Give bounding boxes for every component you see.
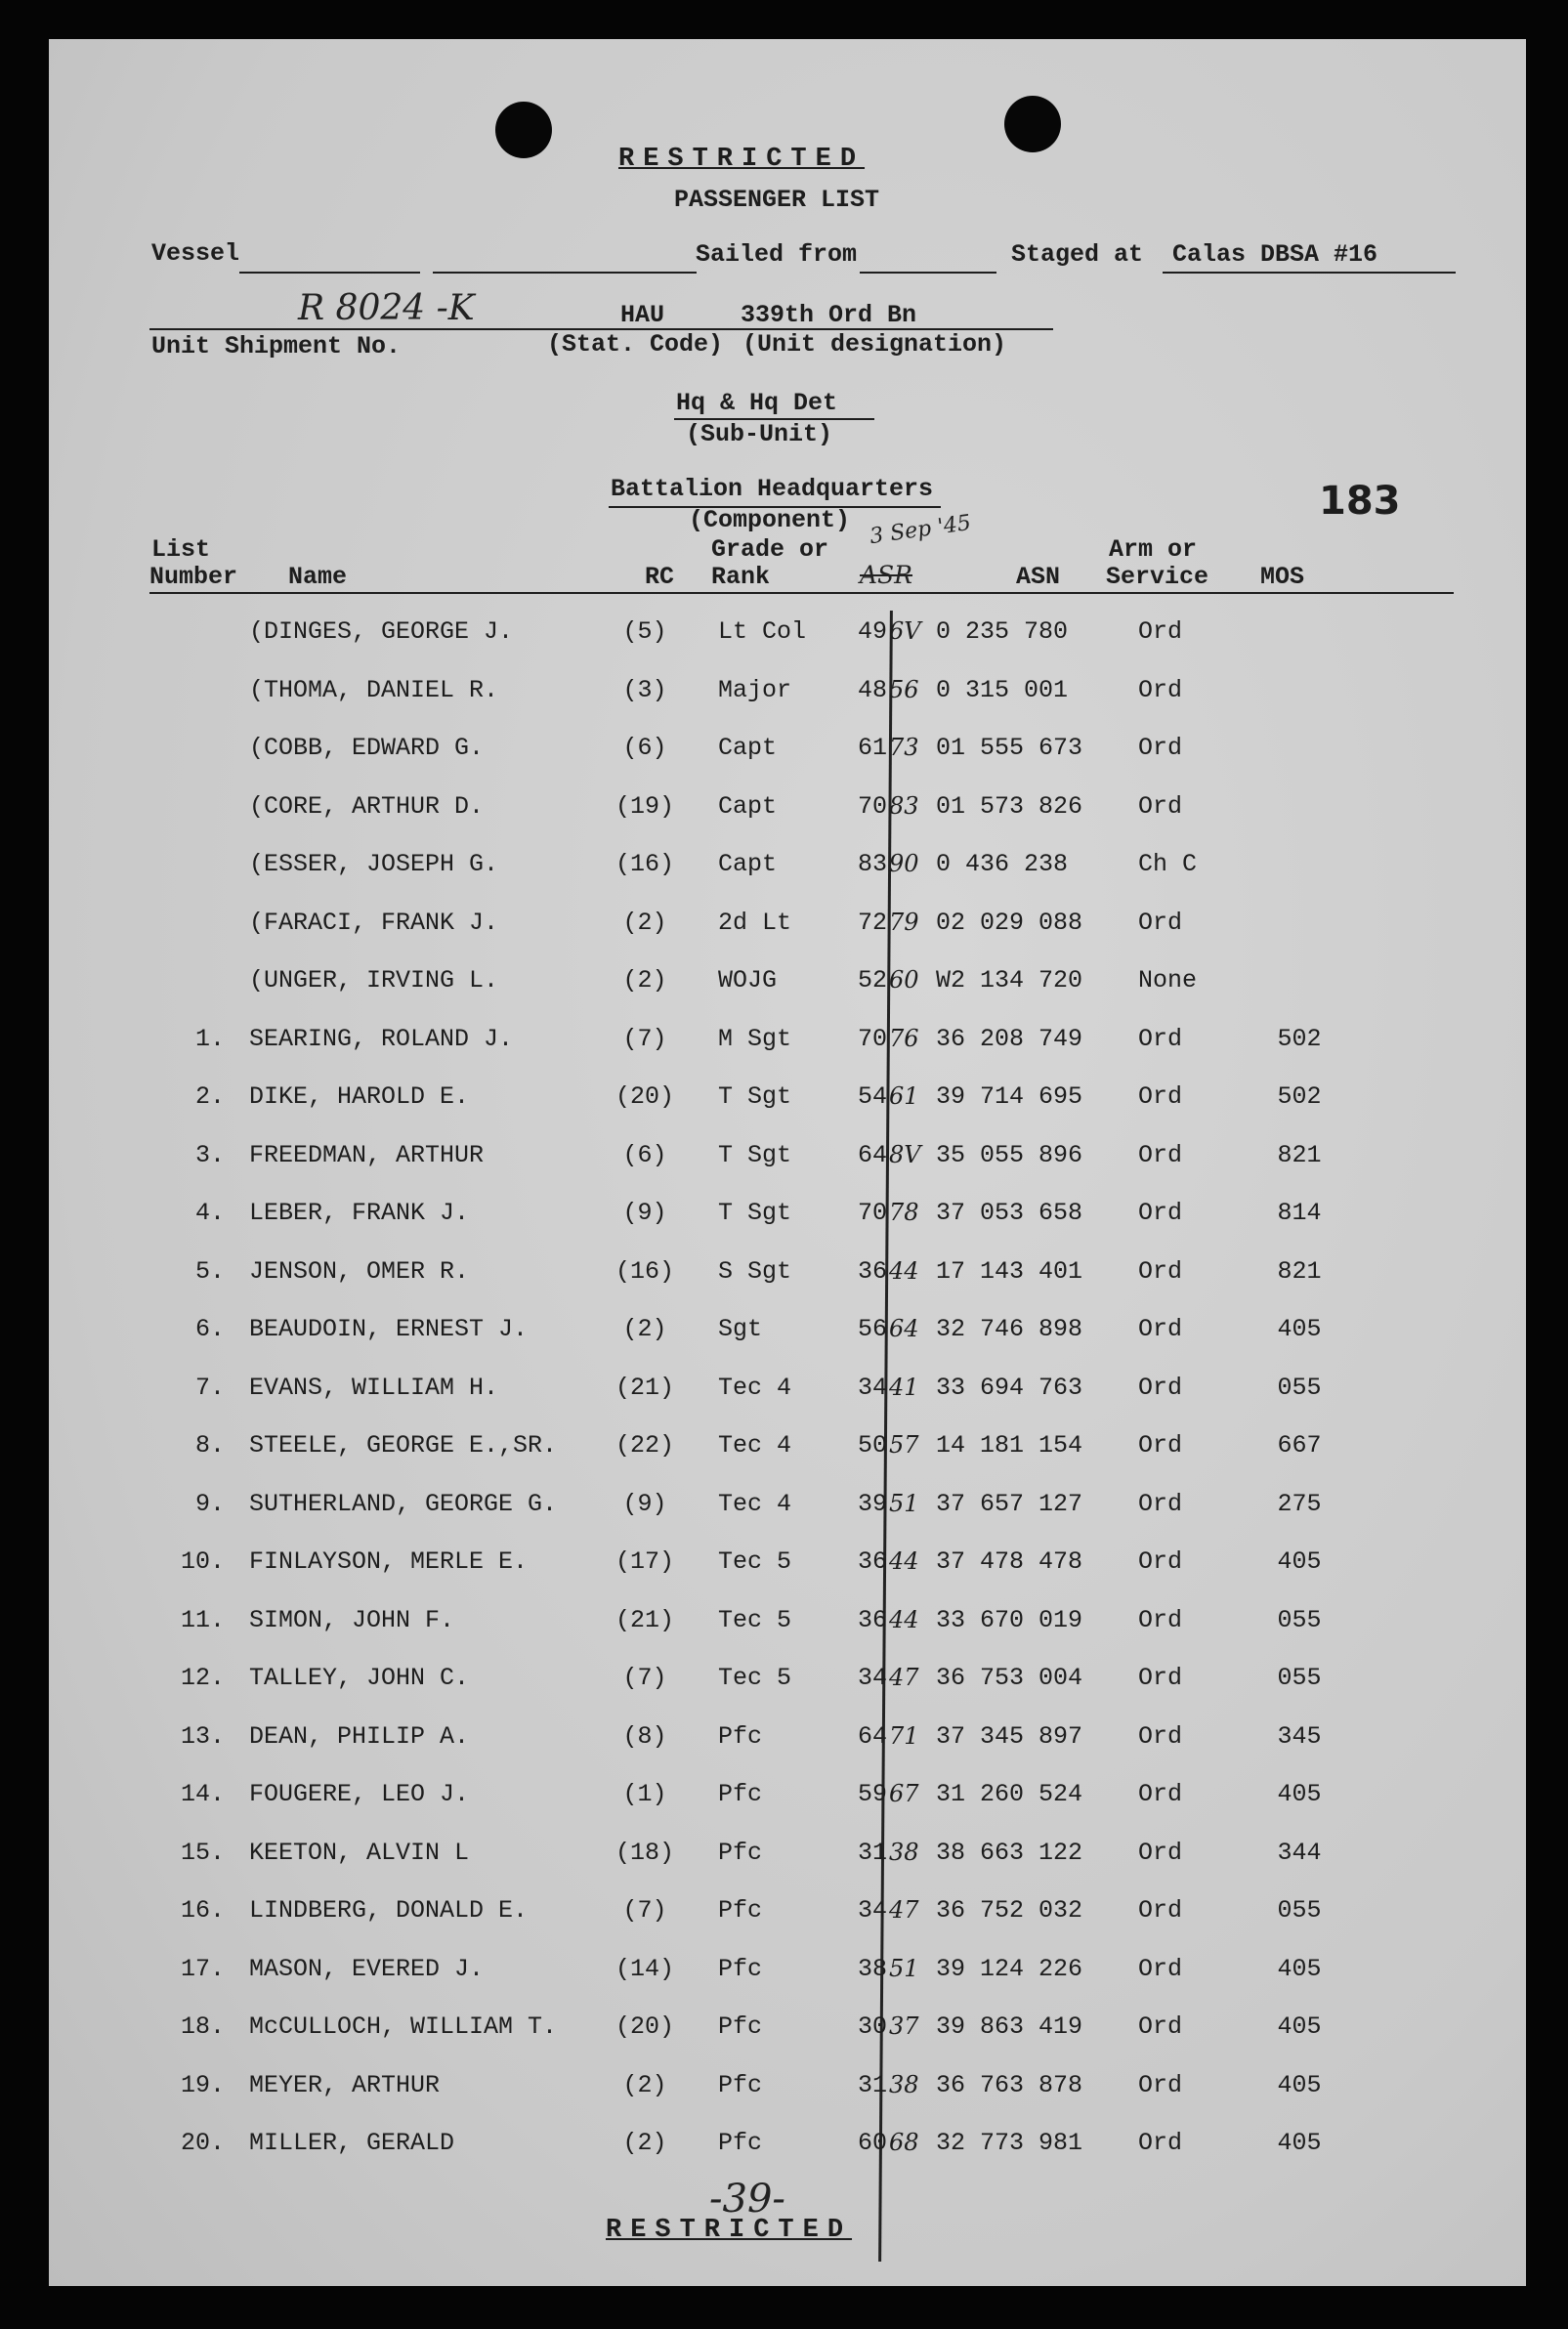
row-name: MASON, EVERED J. bbox=[249, 1954, 485, 1983]
row-asr: 51 bbox=[889, 1489, 919, 1517]
row-name: LINDBERG, DONALD E. bbox=[249, 1896, 529, 1925]
row-arm: Ord bbox=[1138, 2070, 1183, 2099]
row-list-number: 9. bbox=[194, 1489, 225, 1518]
row-grade: Capt bbox=[718, 734, 778, 762]
row-asr: 44 bbox=[889, 1256, 919, 1285]
col-rc: RC bbox=[645, 563, 675, 591]
row-asr: 47 bbox=[889, 1896, 919, 1924]
row-asr: 73 bbox=[889, 734, 919, 761]
row-arm: Ord bbox=[1138, 1896, 1183, 1925]
row-list-number: 3. bbox=[194, 1140, 225, 1169]
row-arm: Ord bbox=[1138, 1780, 1183, 1808]
table-row bbox=[49, 1896, 1526, 1935]
table-row bbox=[49, 1955, 1526, 1994]
row-asn: 01 573 826 bbox=[936, 791, 1083, 821]
row-asn: 37 478 478 bbox=[936, 1547, 1083, 1576]
row-rc: (2) bbox=[622, 966, 667, 995]
document-title: PASSENGER LIST bbox=[674, 186, 880, 214]
row-asn: 33 670 019 bbox=[936, 1605, 1083, 1634]
row-rc: (17) bbox=[614, 1547, 674, 1576]
row-asr: 90 bbox=[889, 850, 919, 877]
row-name: BEAUDOIN, ERNEST J. bbox=[249, 1315, 529, 1343]
row-mos: 405 bbox=[1277, 2070, 1322, 2099]
column-header-underline bbox=[149, 592, 1454, 594]
row-age: 30 bbox=[858, 2012, 888, 2041]
row-arm: Ord bbox=[1138, 2012, 1183, 2041]
row-list-number: 4. bbox=[194, 1199, 225, 1227]
component-value: Battalion Headquarters bbox=[611, 475, 934, 503]
row-rc: (22) bbox=[614, 1431, 674, 1460]
row-arm: Ord bbox=[1138, 734, 1183, 762]
row-age: 31 bbox=[858, 1838, 888, 1867]
row-list-number: 20. bbox=[180, 2129, 225, 2157]
row-grade: Tec 5 bbox=[718, 1547, 792, 1576]
row-name: (DINGES, GEORGE J. bbox=[249, 617, 514, 646]
row-rc: (6) bbox=[622, 1140, 667, 1169]
row-grade: T Sgt bbox=[718, 1082, 792, 1111]
row-mos: 502 bbox=[1277, 1082, 1322, 1111]
row-name: McCULLOCH, WILLIAM T. bbox=[249, 2012, 558, 2041]
row-asn: 17 143 401 bbox=[936, 1256, 1083, 1286]
row-asn: W2 134 720 bbox=[936, 966, 1083, 995]
row-mos: 405 bbox=[1277, 1547, 1322, 1576]
row-age: 70 bbox=[858, 1199, 888, 1227]
row-arm: Ord bbox=[1138, 617, 1183, 646]
row-rc: (14) bbox=[614, 1954, 674, 1983]
row-mos: 814 bbox=[1277, 1199, 1322, 1227]
row-arm: Ord bbox=[1138, 675, 1183, 704]
row-rc: (6) bbox=[622, 734, 667, 762]
row-asn: 32 773 981 bbox=[936, 2129, 1083, 2157]
row-asr: 71 bbox=[889, 1721, 919, 1750]
row-grade: Pfc bbox=[718, 1838, 763, 1867]
row-asr: 61 bbox=[889, 1082, 919, 1110]
row-asr: 44 bbox=[889, 1605, 919, 1633]
row-grade: Pfc bbox=[718, 1954, 763, 1983]
table-row bbox=[49, 1431, 1526, 1470]
row-name: (FARACI, FRANK J. bbox=[249, 908, 499, 937]
row-name: DIKE, HAROLD E. bbox=[249, 1082, 470, 1111]
row-rc: (21) bbox=[614, 1605, 674, 1634]
row-name: FREEDMAN, ARTHUR bbox=[249, 1140, 485, 1169]
row-asn: 01 555 673 bbox=[936, 734, 1083, 762]
row-rc: (2) bbox=[622, 908, 667, 937]
row-asr: 51 bbox=[889, 1954, 919, 1982]
row-age: 64 bbox=[858, 1721, 888, 1751]
unit-designation-label: (Unit designation) bbox=[742, 330, 1007, 359]
row-asn: 0 315 001 bbox=[936, 675, 1069, 704]
vessel-blank-2 bbox=[433, 272, 697, 274]
table-row bbox=[49, 2071, 1526, 2110]
row-grade: Capt bbox=[718, 791, 778, 821]
row-rc: (3) bbox=[622, 675, 667, 704]
col-asn: ASN bbox=[1016, 563, 1061, 591]
table-row bbox=[49, 1664, 1526, 1703]
row-grade: Lt Col bbox=[718, 617, 807, 646]
row-age: 50 bbox=[858, 1431, 888, 1460]
row-age: 64 bbox=[858, 1140, 888, 1169]
row-arm: Ord bbox=[1138, 1431, 1183, 1460]
row-asn: 36 752 032 bbox=[936, 1896, 1083, 1925]
row-list-number: 19. bbox=[180, 2070, 225, 2099]
row-age: 48 bbox=[858, 675, 888, 704]
row-name: MILLER, GERALD bbox=[249, 2129, 455, 2157]
row-name: DEAN, PHILIP A. bbox=[249, 1721, 470, 1751]
row-asn: 39 714 695 bbox=[936, 1082, 1083, 1111]
row-rc: (9) bbox=[622, 1199, 667, 1227]
unit-designation-value: 339th Ord Bn bbox=[741, 301, 917, 329]
row-mos: 821 bbox=[1277, 1256, 1322, 1286]
row-name: (ESSER, JOSEPH G. bbox=[249, 850, 499, 878]
row-grade: WOJG bbox=[718, 966, 778, 995]
row-asn: 0 436 238 bbox=[936, 850, 1069, 878]
row-asn: 0 235 780 bbox=[936, 617, 1069, 646]
row-age: 72 bbox=[858, 908, 888, 937]
row-name: SUTHERLAND, GEORGE G. bbox=[249, 1489, 558, 1518]
row-asr: 67 bbox=[889, 1780, 919, 1807]
row-asn: 39 863 419 bbox=[936, 2012, 1083, 2041]
row-list-number: 10. bbox=[180, 1547, 225, 1576]
row-grade: Pfc bbox=[718, 1896, 763, 1925]
row-arm: Ord bbox=[1138, 1373, 1183, 1402]
row-asn: 37 657 127 bbox=[936, 1489, 1083, 1518]
col-grade-line1: Grade or bbox=[711, 535, 829, 564]
row-grade: Tec 4 bbox=[718, 1489, 792, 1518]
row-asn: 14 181 154 bbox=[936, 1431, 1083, 1460]
sailed-from-label: Sailed from bbox=[696, 240, 858, 269]
row-age: 31 bbox=[858, 2070, 888, 2099]
row-grade: Pfc bbox=[718, 1721, 763, 1751]
row-arm: Ord bbox=[1138, 1605, 1183, 1634]
row-grade: T Sgt bbox=[718, 1199, 792, 1227]
row-grade: Major bbox=[718, 675, 792, 704]
row-age: 49 bbox=[858, 617, 888, 646]
row-rc: (7) bbox=[622, 1896, 667, 1925]
punch-hole-right bbox=[1004, 96, 1061, 152]
row-age: 36 bbox=[858, 1547, 888, 1576]
table-row bbox=[49, 734, 1526, 773]
sub-unit-value: Hq & Hq Det bbox=[676, 389, 838, 417]
row-arm: Ord bbox=[1138, 1024, 1183, 1053]
row-mos: 405 bbox=[1277, 2129, 1322, 2157]
stat-code-label: (Stat. Code) bbox=[547, 330, 724, 359]
row-grade: S Sgt bbox=[718, 1256, 792, 1286]
row-asr: 60 bbox=[889, 966, 919, 994]
staged-at-underline bbox=[1163, 272, 1456, 274]
row-asr: 38 bbox=[889, 1838, 919, 1866]
row-name: (THOMA, DANIEL R. bbox=[249, 675, 499, 704]
row-name: MEYER, ARTHUR bbox=[249, 2070, 441, 2099]
row-asn: 32 746 898 bbox=[936, 1315, 1083, 1343]
row-name: FINLAYSON, MERLE E. bbox=[249, 1547, 529, 1576]
table-row bbox=[49, 966, 1526, 1005]
row-arm: Ord bbox=[1138, 1664, 1183, 1692]
table-row bbox=[49, 1547, 1526, 1587]
col-asr: ASR bbox=[860, 561, 913, 589]
row-rc: (16) bbox=[614, 1256, 674, 1286]
row-grade: Pfc bbox=[718, 2070, 763, 2099]
row-age: 60 bbox=[858, 2129, 888, 2157]
row-name: TALLEY, JOHN C. bbox=[249, 1664, 470, 1692]
row-arm: None bbox=[1138, 966, 1198, 995]
staged-at-label: Staged at bbox=[1011, 240, 1144, 269]
row-age: 56 bbox=[858, 1315, 888, 1343]
staged-at-value: Calas DBSA #16 bbox=[1172, 240, 1378, 269]
page-number: -39- bbox=[709, 2177, 785, 2222]
row-asn: 35 055 896 bbox=[936, 1140, 1083, 1169]
row-list-number: 12. bbox=[180, 1664, 225, 1692]
row-asn: 36 763 878 bbox=[936, 2070, 1083, 2099]
stat-code-value: HAU bbox=[620, 301, 665, 329]
row-asn: 33 694 763 bbox=[936, 1373, 1083, 1402]
col-grade-line2: Rank bbox=[711, 563, 771, 591]
row-age: 36 bbox=[858, 1256, 888, 1286]
col-arm-line1: Arm or bbox=[1109, 535, 1198, 564]
row-name: STEELE, GEORGE E.,SR. bbox=[249, 1431, 558, 1460]
table-row bbox=[49, 1839, 1526, 1878]
row-age: 34 bbox=[858, 1664, 888, 1692]
row-age: 38 bbox=[858, 1954, 888, 1983]
row-asn: 36 753 004 bbox=[936, 1664, 1083, 1692]
row-rc: (2) bbox=[622, 2129, 667, 2157]
table-row bbox=[49, 1722, 1526, 1761]
row-rc: (21) bbox=[614, 1373, 674, 1402]
unit-shipment-value: R 8024 -K bbox=[298, 288, 475, 328]
row-asr: 83 bbox=[889, 791, 919, 820]
row-rc: (7) bbox=[622, 1664, 667, 1692]
row-rc: (16) bbox=[614, 850, 674, 878]
row-asr: 57 bbox=[889, 1431, 919, 1459]
row-asr: 47 bbox=[889, 1664, 919, 1691]
row-arm: Ord bbox=[1138, 1199, 1183, 1227]
table-row bbox=[49, 1315, 1526, 1354]
table-row bbox=[49, 1025, 1526, 1064]
table-row bbox=[49, 909, 1526, 948]
col-name: Name bbox=[288, 563, 348, 591]
row-list-number: 11. bbox=[180, 1605, 225, 1634]
row-asr: 76 bbox=[889, 1024, 919, 1052]
row-name: EVANS, WILLIAM H. bbox=[249, 1373, 499, 1402]
row-grade: Tec 4 bbox=[718, 1373, 792, 1402]
table-row bbox=[49, 1082, 1526, 1122]
row-rc: (7) bbox=[622, 1024, 667, 1053]
row-name: (UNGER, IRVING L. bbox=[249, 966, 499, 995]
punch-hole-left bbox=[495, 102, 552, 158]
row-rc: (19) bbox=[614, 791, 674, 821]
row-asr: 8V bbox=[889, 1140, 921, 1168]
table-row bbox=[49, 617, 1526, 656]
row-grade: M Sgt bbox=[718, 1024, 792, 1053]
row-rc: (5) bbox=[622, 617, 667, 646]
row-grade: Pfc bbox=[718, 2129, 763, 2157]
row-age: 70 bbox=[858, 1024, 888, 1053]
unit-shipment-label: Unit Shipment No. bbox=[151, 332, 402, 360]
row-arm: Ord bbox=[1138, 1838, 1183, 1867]
row-name: (COBB, EDWARD G. bbox=[249, 734, 485, 762]
row-mos: 405 bbox=[1277, 1315, 1322, 1343]
row-rc: (20) bbox=[614, 2012, 674, 2041]
row-arm: Ord bbox=[1138, 1489, 1183, 1518]
row-asr: 68 bbox=[889, 2129, 919, 2156]
page-stamp-number: 183 bbox=[1319, 479, 1401, 524]
row-asr: 64 bbox=[889, 1315, 919, 1342]
row-mos: 405 bbox=[1277, 1780, 1322, 1808]
date-note: 3 Sep '45 bbox=[868, 510, 973, 550]
row-list-number: 7. bbox=[194, 1373, 225, 1402]
row-grade: Pfc bbox=[718, 1780, 763, 1808]
row-age: 52 bbox=[858, 966, 888, 995]
row-list-number: 8. bbox=[194, 1431, 225, 1460]
row-mos: 055 bbox=[1277, 1605, 1322, 1634]
row-list-number: 17. bbox=[180, 1954, 225, 1983]
row-name: SIMON, JOHN F. bbox=[249, 1605, 455, 1634]
row-asr: 41 bbox=[889, 1373, 919, 1401]
row-age: 83 bbox=[858, 850, 888, 878]
row-mos: 275 bbox=[1277, 1489, 1322, 1518]
row-list-number: 14. bbox=[180, 1780, 225, 1808]
row-rc: (18) bbox=[614, 1838, 674, 1867]
row-asn: 02 029 088 bbox=[936, 908, 1083, 937]
row-asr: 79 bbox=[889, 908, 919, 936]
row-name: (CORE, ARTHUR D. bbox=[249, 791, 485, 821]
row-grade: Sgt bbox=[718, 1315, 763, 1343]
col-list-number-line1: List bbox=[151, 535, 211, 564]
row-rc: (1) bbox=[622, 1780, 667, 1808]
row-rc: (2) bbox=[622, 1315, 667, 1343]
row-name: LEBER, FRANK J. bbox=[249, 1199, 470, 1227]
row-age: 36 bbox=[858, 1605, 888, 1634]
row-age: 54 bbox=[858, 1082, 888, 1111]
row-mos: 405 bbox=[1277, 2012, 1322, 2041]
row-grade: Pfc bbox=[718, 2012, 763, 2041]
sub-unit-label: (Sub-Unit) bbox=[686, 420, 833, 448]
row-mos: 055 bbox=[1277, 1373, 1322, 1402]
table-row bbox=[49, 1141, 1526, 1180]
row-arm: Ord bbox=[1138, 1315, 1183, 1343]
row-name: JENSON, OMER R. bbox=[249, 1256, 470, 1286]
table-row bbox=[49, 850, 1526, 889]
row-asr: 44 bbox=[889, 1547, 919, 1575]
row-mos: 502 bbox=[1277, 1024, 1322, 1053]
row-arm: Ord bbox=[1138, 2129, 1183, 2157]
row-age: 39 bbox=[858, 1489, 888, 1518]
row-arm: Ord bbox=[1138, 1547, 1183, 1576]
table-row bbox=[49, 1490, 1526, 1529]
row-age: 34 bbox=[858, 1373, 888, 1402]
table-row bbox=[49, 1374, 1526, 1413]
table-row bbox=[49, 1199, 1526, 1238]
row-age: 61 bbox=[858, 734, 888, 762]
col-mos: MOS bbox=[1260, 563, 1305, 591]
row-list-number: 5. bbox=[194, 1256, 225, 1286]
row-arm: Ord bbox=[1138, 1721, 1183, 1751]
row-list-number: 13. bbox=[180, 1721, 225, 1751]
table-row bbox=[49, 676, 1526, 715]
table-row bbox=[49, 1257, 1526, 1296]
sailed-from-blank bbox=[860, 272, 996, 274]
row-asr: 38 bbox=[889, 2070, 919, 2098]
row-age: 70 bbox=[858, 791, 888, 821]
row-name: KEETON, ALVIN L bbox=[249, 1838, 470, 1867]
col-arm-line2: Service bbox=[1106, 563, 1209, 591]
row-mos: 344 bbox=[1277, 1838, 1322, 1867]
row-grade: Capt bbox=[718, 850, 778, 878]
row-arm: Ord bbox=[1138, 1082, 1183, 1111]
row-rc: (20) bbox=[614, 1082, 674, 1111]
table-row bbox=[49, 792, 1526, 831]
row-age: 34 bbox=[858, 1896, 888, 1925]
row-grade: Tec 4 bbox=[718, 1431, 792, 1460]
component-label: (Component) bbox=[689, 506, 851, 534]
row-mos: 667 bbox=[1277, 1431, 1322, 1460]
row-grade: Tec 5 bbox=[718, 1664, 792, 1692]
row-grade: T Sgt bbox=[718, 1140, 792, 1169]
row-rc: (8) bbox=[622, 1721, 667, 1751]
row-arm: Ch C bbox=[1138, 850, 1198, 878]
row-asn: 31 260 524 bbox=[936, 1780, 1083, 1808]
vessel-label: Vessel bbox=[151, 239, 240, 268]
row-list-number: 1. bbox=[194, 1024, 225, 1053]
row-list-number: 16. bbox=[180, 1896, 225, 1925]
row-mos: 345 bbox=[1277, 1721, 1322, 1751]
row-rc: (9) bbox=[622, 1489, 667, 1518]
row-grade: 2d Lt bbox=[718, 908, 792, 937]
table-row bbox=[49, 1780, 1526, 1819]
row-asn: 37 053 658 bbox=[936, 1199, 1083, 1227]
row-age: 59 bbox=[858, 1780, 888, 1808]
document-sheet bbox=[49, 39, 1526, 2286]
row-mos: 055 bbox=[1277, 1896, 1322, 1925]
row-asn: 36 208 749 bbox=[936, 1024, 1083, 1053]
table-row bbox=[49, 2012, 1526, 2052]
row-arm: Ord bbox=[1138, 791, 1183, 821]
row-asr: 6V bbox=[889, 617, 921, 645]
vessel-blank-1 bbox=[239, 272, 420, 274]
restricted-footer: RESTRICTED bbox=[606, 2216, 853, 2245]
row-name: FOUGERE, LEO J. bbox=[249, 1780, 470, 1808]
restricted-header: RESTRICTED bbox=[618, 145, 866, 174]
row-asr: 56 bbox=[889, 675, 919, 703]
row-asn: 38 663 122 bbox=[936, 1838, 1083, 1867]
row-mos: 821 bbox=[1277, 1140, 1322, 1169]
row-name: SEARING, ROLAND J. bbox=[249, 1024, 514, 1053]
row-list-number: 15. bbox=[180, 1838, 225, 1867]
row-list-number: 6. bbox=[194, 1315, 225, 1343]
row-mos: 055 bbox=[1277, 1664, 1322, 1692]
row-asn: 39 124 226 bbox=[936, 1954, 1083, 1983]
col-list-number-line2: Number bbox=[149, 563, 238, 591]
row-arm: Ord bbox=[1138, 908, 1183, 937]
row-list-number: 18. bbox=[180, 2012, 225, 2041]
row-grade: Tec 5 bbox=[718, 1605, 792, 1634]
row-mos: 405 bbox=[1277, 1954, 1322, 1983]
row-rc: (2) bbox=[622, 2070, 667, 2099]
table-row bbox=[49, 1606, 1526, 1645]
row-asr: 78 bbox=[889, 1199, 919, 1226]
table-row bbox=[49, 2129, 1526, 2168]
row-arm: Ord bbox=[1138, 1256, 1183, 1286]
row-list-number: 2. bbox=[194, 1082, 225, 1111]
row-asr: 37 bbox=[889, 2012, 919, 2040]
row-arm: Ord bbox=[1138, 1140, 1183, 1169]
row-arm: Ord bbox=[1138, 1954, 1183, 1983]
row-asn: 37 345 897 bbox=[936, 1721, 1083, 1751]
